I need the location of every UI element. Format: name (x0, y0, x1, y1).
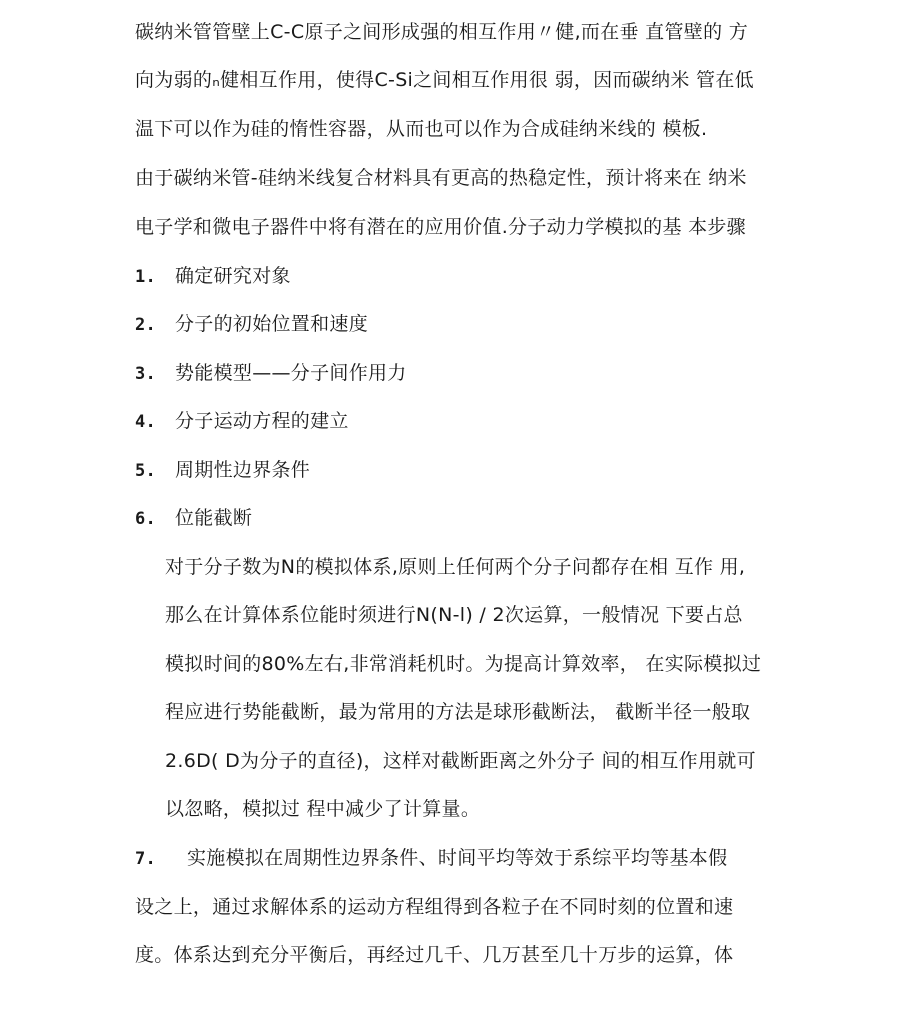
truncation-line-3: 模拟时间的80%左右,非常消耗机时。为提高计算效率， 在实际模拟过 (165, 653, 762, 675)
truncation-line-4: 程应进行势能截断，最为常用的方法是球形截断法， 截断半径一般取 (165, 701, 751, 723)
step-text: 分子的初始位置和速度 (175, 313, 369, 335)
intro-line-4: 由于碳纳米管-硅纳米线复合材料具有更高的热稳定性，预计将来在 纳米 (135, 167, 747, 189)
step-text: 确定研究对象 (175, 265, 291, 287)
step-text: 势能模型——分子间作用力 (175, 362, 407, 384)
step-item-5 (135, 458, 310, 483)
intro-line-5: 电子学和微电子器件中将有潜在的应用价值.分子动力学模拟的基 本步骤 (135, 216, 746, 238)
step-item-2 (135, 312, 368, 337)
truncation-line-6: 以忽略，模拟过 程中减少了计算量。 (165, 798, 481, 820)
step-item-1 (135, 264, 291, 289)
step-item-6 (135, 506, 252, 531)
intro-line-1: 碳纳米管管壁上C-C原子之间形成强的相互作用〃健,而在垂 直管壁的 方 (135, 21, 749, 43)
step-number: 6. (135, 509, 157, 529)
step-item-7 (135, 846, 727, 871)
step-number: 1. (135, 267, 157, 287)
step-text: 实施模拟在周期性边界条件、时间平均等效于系综平均等基本假 (187, 847, 728, 869)
step-text: 位能截断 (175, 507, 253, 529)
truncation-line-5: 2.6D( D为分子的直径)，这样对截断距离之外分子 间的相互作用就可 (165, 750, 756, 772)
step-text: 周期性边界条件 (175, 459, 311, 481)
step-number: 2. (135, 315, 157, 335)
step-text: 分子运动方程的建立 (175, 410, 349, 432)
step-number: 5. (135, 461, 157, 481)
intro-line-3: 温下可以作为硅的惰性容器，从而也可以作为合成硅纳米线的 模板. (135, 118, 708, 140)
step-number: 4. (135, 412, 157, 432)
step7-line-3: 度。体系达到充分平衡后，再经过几千、几万甚至几十万步的运算，体 (135, 944, 734, 966)
truncation-line-2: 那么在计算体系位能时须进行N(N-l) / 2次运算，一般情况 下要占总 (165, 604, 743, 626)
intro-line-2: 向为弱的ₙ健相互作用，使得C-Si之间相互作用很 弱，因而碳纳米 管在低 (135, 69, 754, 91)
step-item-4 (135, 409, 349, 434)
truncation-line-1: 对于分子数为N的模拟体系,原则上任何两个分子问都存在相 互作 用, (165, 556, 746, 578)
step-item-3 (135, 361, 407, 386)
step7-line-2: 设之上，通过求解体系的运动方程组得到各粒子在不同时刻的位置和速 (135, 896, 734, 918)
step-number: 7. (135, 849, 157, 869)
step-number: 3. (135, 364, 157, 384)
